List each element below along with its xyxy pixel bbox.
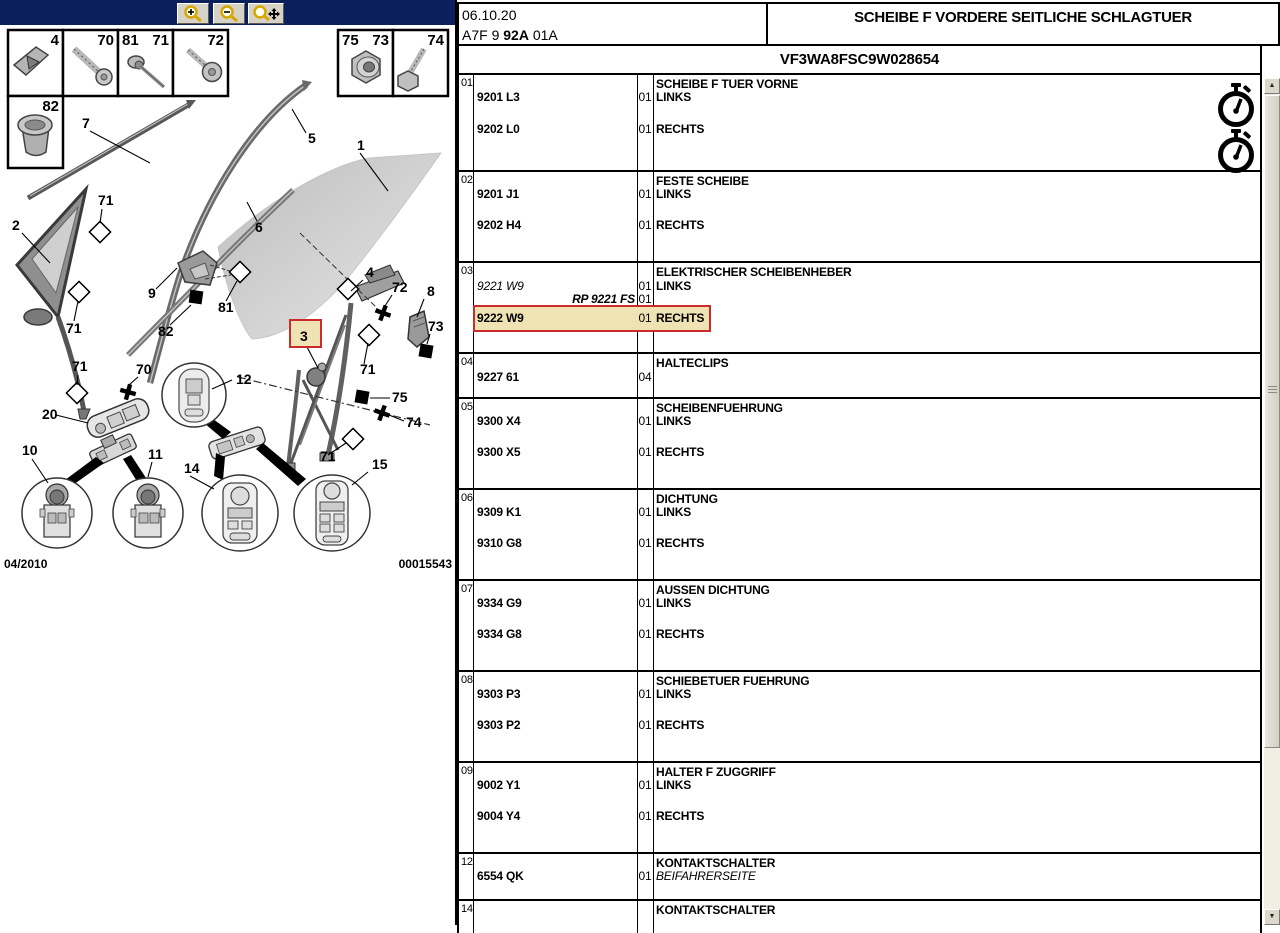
- part-qty: 01: [638, 90, 652, 104]
- part-number[interactable]: 9300 X5: [477, 445, 521, 459]
- part-number[interactable]: 9227 61: [477, 370, 519, 384]
- part-qty: 01: [638, 445, 652, 459]
- thumb-label[interactable]: 71: [152, 32, 169, 49]
- thumb-grip-icon: [1268, 386, 1277, 394]
- arrow-down-icon: ▼: [1268, 913, 1276, 920]
- part-qty: 01: [638, 279, 652, 293]
- vertical-scrollbar[interactable]: [1264, 78, 1280, 925]
- thumb-label[interactable]: 73: [372, 32, 389, 49]
- part-label[interactable]: 73: [428, 318, 444, 334]
- part-desc: LINKS: [656, 90, 692, 104]
- part-number[interactable]: 9334 G9: [477, 596, 522, 610]
- diagram-number: 00015543: [398, 557, 452, 571]
- part-qty: 01: [638, 687, 652, 701]
- part-group-title: AUSSEN DICHTUNG: [656, 583, 770, 597]
- part-label[interactable]: 74: [406, 414, 422, 430]
- ref-number: 02: [461, 174, 473, 186]
- part-label[interactable]: 72: [392, 279, 408, 295]
- part-number[interactable]: 9310 G8: [477, 536, 522, 550]
- ref-number: 06: [461, 492, 473, 504]
- part-qty: 01: [638, 869, 652, 883]
- zoom-out-icon: [216, 5, 242, 22]
- table-row: [459, 581, 1260, 672]
- part-label[interactable]: 12: [236, 371, 252, 387]
- table-row: [459, 354, 1260, 399]
- part-desc: RECHTS: [656, 718, 705, 732]
- door-glass: [218, 153, 441, 339]
- part-desc: RECHTS: [656, 122, 705, 136]
- part-qty: 01: [638, 292, 652, 306]
- part-label[interactable]: 82: [158, 323, 174, 339]
- part-number[interactable]: 9201 L3: [477, 90, 520, 104]
- switch-14-drawing: [223, 483, 257, 543]
- part-number[interactable]: 9202 H4: [477, 218, 521, 232]
- labour-time-icon[interactable]: [1216, 128, 1256, 174]
- part-label[interactable]: 14: [184, 460, 200, 476]
- ref-number: 03: [461, 265, 473, 277]
- part-number[interactable]: 9334 G8: [477, 627, 522, 641]
- table-row: [459, 172, 1260, 263]
- part-desc: RECHTS: [656, 218, 705, 232]
- switch-15-drawing: [316, 481, 348, 545]
- ref-number: 01: [461, 77, 473, 89]
- parts-table: [457, 73, 1262, 933]
- part-desc: LINKS: [656, 778, 692, 792]
- part-number[interactable]: 9300 X4: [477, 414, 521, 428]
- part-group-title: KONTAKTSCHALTER: [656, 903, 776, 917]
- part-group-title: SCHIEBETUER FUEHRUNG: [656, 674, 810, 688]
- table-row: [459, 672, 1260, 763]
- ref-number: 05: [461, 401, 473, 413]
- thumb-label[interactable]: 81: [122, 32, 139, 49]
- date: 06.10.20: [462, 7, 517, 23]
- vin-number: VF3WA8FSC9W028654: [457, 44, 1262, 75]
- part-label[interactable]: 71: [72, 358, 88, 374]
- table-row-selected: [459, 263, 1260, 354]
- part-label[interactable]: 9: [148, 285, 156, 301]
- part-label[interactable]: 8: [427, 283, 435, 299]
- part-desc: LINKS: [656, 279, 692, 293]
- part-group-title: HALTECLIPS: [656, 356, 729, 370]
- part-desc: LINKS: [656, 596, 692, 610]
- part-label[interactable]: 71: [360, 361, 376, 377]
- table-row: [459, 901, 1260, 933]
- part-qty: 04: [638, 370, 652, 384]
- part-desc: LINKS: [656, 687, 692, 701]
- part-number[interactable]: 9002 Y1: [477, 778, 521, 792]
- part-group-title: DICHTUNG: [656, 492, 718, 506]
- ref-number: 08: [461, 674, 473, 686]
- part-number[interactable]: 9309 K1: [477, 505, 521, 519]
- scroll-up-button[interactable]: [1264, 78, 1280, 94]
- zoom-out-button[interactable]: [213, 3, 245, 24]
- part-number-selected[interactable]: 9222 W9: [477, 311, 524, 325]
- ref-number: 14: [461, 903, 473, 915]
- table-row: [459, 854, 1260, 901]
- table-row: [459, 399, 1260, 490]
- table-row: [459, 490, 1260, 581]
- part-desc: RECHTS: [656, 809, 705, 823]
- part-label[interactable]: 6: [255, 219, 263, 235]
- part-label[interactable]: 71: [320, 448, 336, 464]
- ref-number: 12: [461, 856, 473, 868]
- part-group-title: FESTE SCHEIBE: [656, 174, 749, 188]
- part-desc: LINKS: [656, 187, 692, 201]
- part-group-title: KONTAKTSCHALTER: [656, 856, 776, 870]
- part-group-title: SCHEIBENFUEHRUNG: [656, 401, 783, 415]
- labour-time-icon[interactable]: [1216, 82, 1256, 128]
- ref-number: 09: [461, 765, 473, 777]
- part-label-selected[interactable]: 3: [300, 328, 308, 344]
- thumb-label[interactable]: 4: [50, 32, 59, 49]
- part-qty: 01: [638, 187, 652, 201]
- part-label[interactable]: 7: [82, 115, 90, 131]
- scroll-down-button[interactable]: [1264, 909, 1280, 925]
- part-label[interactable]: 5: [308, 130, 316, 146]
- part-label[interactable]: 10: [22, 442, 38, 458]
- armrest: [84, 396, 152, 440]
- scrollbar-thumb[interactable]: [1264, 95, 1280, 748]
- thumb-label[interactable]: 82: [42, 98, 59, 115]
- part-group-title: ELEKTRISCHER SCHEIBENHEBER: [656, 265, 852, 279]
- part-number[interactable]: 9303 P2: [477, 718, 521, 732]
- part-qty: 01: [638, 536, 652, 550]
- parts-diagram: [0, 25, 455, 585]
- ref-number: 04: [461, 356, 473, 368]
- part-desc: LINKS: [656, 505, 692, 519]
- figure-reference: A7F 9 92A 01A: [462, 27, 558, 43]
- table-row: [459, 763, 1260, 854]
- thumb-label[interactable]: 70: [97, 32, 114, 49]
- part-qty: 01: [638, 718, 652, 732]
- part-group-title: HALTER F ZUGGRIFF: [656, 765, 776, 779]
- part-label[interactable]: 1: [357, 137, 365, 153]
- header-info: [457, 2, 768, 46]
- part-qty: 01: [638, 505, 652, 519]
- part-label[interactable]: 4: [366, 264, 374, 280]
- part-qty: 01: [638, 778, 652, 792]
- zoom-pan-icon: [251, 5, 281, 22]
- table-row: [459, 75, 1260, 172]
- zoom-pan-button[interactable]: [248, 3, 284, 24]
- part-number[interactable]: 9303 P3: [477, 687, 521, 701]
- part-desc: RECHTS: [656, 311, 705, 325]
- part-label[interactable]: 81: [218, 299, 234, 315]
- part-label[interactable]: 70: [136, 361, 152, 377]
- page-title: SCHEIBE F VORDERE SEITLICHE SCHLAGTUER: [766, 2, 1280, 46]
- part-number-rp[interactable]: RP 9221 FS: [572, 292, 635, 306]
- part-qty: 01: [638, 122, 652, 136]
- part-label[interactable]: 71: [66, 320, 82, 336]
- part-number[interactable]: 9221 W9: [477, 279, 524, 293]
- zoom-toolbar: [0, 0, 455, 25]
- part-label[interactable]: 71: [98, 192, 114, 208]
- ref-number: 07: [461, 583, 473, 595]
- part-qty: 01: [638, 627, 652, 641]
- part-number[interactable]: 6554 QK: [477, 869, 524, 883]
- thumb-label[interactable]: 75: [342, 32, 359, 49]
- part-label[interactable]: 20: [42, 406, 58, 422]
- part-label[interactable]: 2: [12, 217, 20, 233]
- part-number[interactable]: 9004 Y4: [477, 809, 521, 823]
- part-label[interactable]: 75: [392, 389, 408, 405]
- thumb-label[interactable]: 74: [427, 32, 444, 49]
- part-number[interactable]: 9201 J1: [477, 187, 519, 201]
- part-desc: RECHTS: [656, 445, 705, 459]
- thumb-label[interactable]: 72: [207, 32, 224, 49]
- zoom-in-button[interactable]: [177, 3, 209, 24]
- zoom-in-icon: [180, 5, 206, 22]
- part-qty: 01: [638, 414, 652, 428]
- hex-nut-icon: [352, 51, 380, 83]
- arrow-up-icon: ▲: [1268, 82, 1276, 89]
- part-desc: RECHTS: [656, 536, 705, 550]
- part-qty: 01: [638, 311, 652, 325]
- diagram-date: 04/2010: [4, 557, 48, 571]
- part-desc: BEIFAHRERSEITE: [656, 869, 756, 883]
- part-desc: RECHTS: [656, 627, 705, 641]
- part-group-title: SCHEIBE F TUER VORNE: [656, 77, 799, 91]
- clip-part: [408, 311, 429, 347]
- part-label[interactable]: 15: [372, 456, 388, 472]
- part-qty: 01: [638, 809, 652, 823]
- part-qty: 01: [638, 596, 652, 610]
- switch-12-drawing: [179, 369, 209, 422]
- part-qty: 01: [638, 218, 652, 232]
- part-number[interactable]: 9202 L0: [477, 122, 520, 136]
- part-desc: LINKS: [656, 414, 692, 428]
- part-label[interactable]: 11: [148, 446, 163, 462]
